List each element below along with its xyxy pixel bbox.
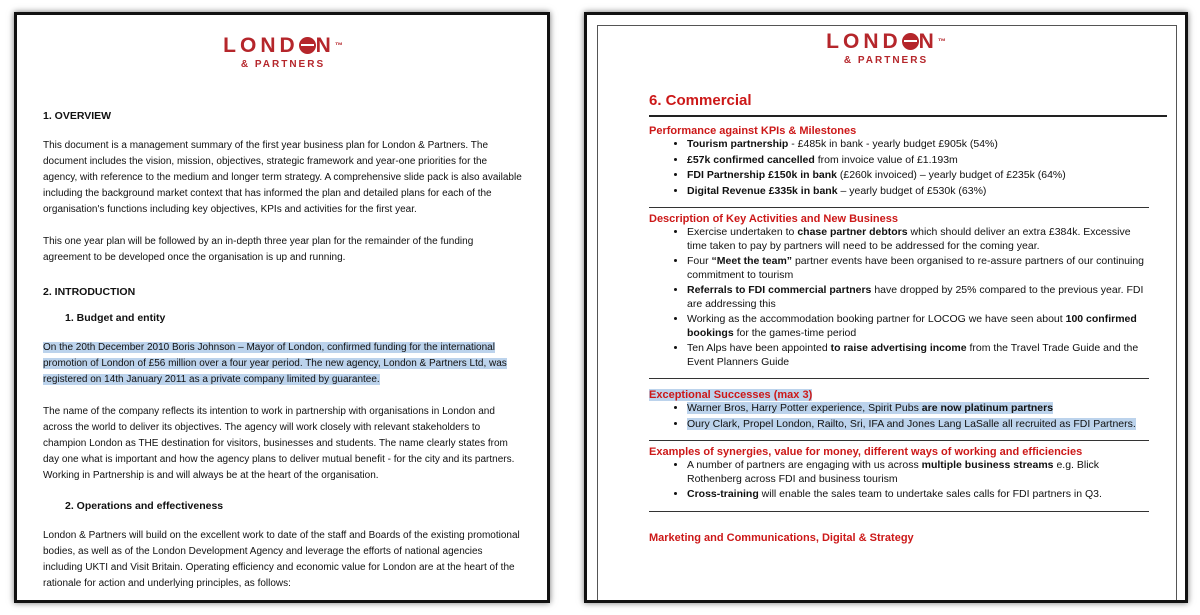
list-item: • Cross-training will enable the sales team to undertake sales calls for FDI partners in Q3. [687,488,1149,502]
overview-paragraph-1: This document is a management summary of the first year business plan for London & Partners. The document includes the vision, mission, objectives, strategic framework and year-one priorities for the agency, with reference to the medium and longer term strategy. A comprehensive slide pack is also available including the background market context that has informed the plan and detailed plans for each of the organisation's functions including key objectives, KPIs and activities for the first year. [43,140,522,215]
list-item: • A number of partners are engaging with us across multiple business streams e.g. Blick Rothenberg across FDI and business tourism [687,459,1149,486]
globe-icon [902,33,919,50]
logo-text-right: N [918,30,938,53]
operations-heading: 2. Operations and effectiveness [65,500,224,512]
activities-list [649,226,1149,369]
list-item[interactable]: • Oury Clark, Propel London, Railto, Sri, IFA and Jones Lang LaSalle all recruited as FDI Partners. [687,418,1149,432]
list-item: • Tourism partnership - £485k in bank - yearly budget £905k (54%) [687,138,1149,152]
introduction-heading: 2. INTRODUCTION [43,286,136,298]
logo-tm: ™ [334,41,343,50]
operations-paragraph: London & Partners will build on the excellent work to date of the staff and Boards of the existing promotional bodies, as well as of the London Development Agency and leverage the efforts of national agencies including UKTI and Visit Britain. Operating efficiency and economic value for London are at the heart of the rationale for action and underlying principles, as follows: [43,530,520,589]
successes-list [649,402,1149,431]
list-item: • Four “Meet the team” partner events have been organised to re-assure partners of our continuing commitment to tourism [687,255,1149,282]
logo-text-left: LOND [826,30,902,53]
london-partners-logo-right [605,31,1167,66]
activities-title: Description of Key Activities and New Business [649,213,898,225]
marketing-block [649,512,1149,551]
kpi-block [649,120,1149,208]
list-item: • Exercise undertaken to chase partner debtors which should deliver an extra £384k. Excessive time taken to pay by partners will need to be addressed for the coming year. [687,226,1149,253]
list-item: • Digital Revenue £335k in bank – yearly budget of £530k (63%) [687,185,1149,199]
london-partners-logo [43,35,523,70]
logo-text-left: LOND [223,34,299,57]
synergies-title: Examples of synergies, value for money, different ways of working and efficiencies [649,446,1083,458]
logo-subtitle: & PARTNERS [240,59,326,70]
list-item[interactable]: • Warner Bros, Harry Potter experience, Spirit Pubs are now platinum partners [687,402,1149,416]
commercial-section-title: 6. Commercial [649,92,1167,117]
logo-tm: ™ [937,37,946,46]
document-page-commercial [584,12,1188,603]
globe-icon [299,37,316,54]
list-item: • £57k confirmed cancelled from invoice value of £1.193m [687,154,1149,168]
overview-paragraph-2: This one year plan will be followed by an in-depth three year plan for the remainder of the funding agreement to be developed once the organisation is up and running. [43,236,474,263]
kpi-title: Performance against KPIs & Milestones [649,125,857,137]
document-page-overview [14,12,550,603]
list-item: • Working as the accommodation booking partner for LOCOG we have seen about 100 confirmed bookings for the games-time period [687,313,1149,340]
synergies-block [649,441,1149,512]
logo-text-right: N [315,34,335,57]
logo-subtitle: & PARTNERS [843,55,929,66]
synergies-list [649,459,1149,502]
list-item: • Ten Alps have been appointed to raise advertising income from the Travel Trade Guide and the Event Planners Guide [687,342,1149,369]
marketing-title: Marketing and Communications, Digital & Strategy [649,531,914,544]
overview-heading: 1. OVERVIEW [43,110,112,122]
kpi-list [649,138,1149,198]
list-item: • FDI Partnership £150k in bank (£260k invoiced) – yearly budget of £235k (64%) [687,169,1149,183]
highlighted-funding-text[interactable]: On the 20th December 2010 Boris Johnson – Mayor of London, confirmed funding for the international promotion of London of £56 million over a four year period. The new agency, London & Partners Ltd, was registered on 14th January 2011 as a private company limited by guarantee. [43,342,507,385]
successes-block [649,379,1149,441]
list-item: • Referrals to FDI commercial partners have dropped by 25% compared to the previous year. FDI are addressing this [687,284,1149,311]
introduction-paragraph: The name of the company reflects its intention to work in partnership with organisations in London and across the world to deliver its objectives. The agency will work closely with relevant stakeholders to champion London as THE destination for visitors, businesses and students. The name clearly states from day one what is important and how the agency plans to deliver mutual benefit - for the city and its partners. Working in Partnership is and will always be at the heart of the organisation. [43,406,515,481]
successes-title[interactable]: Exceptional Successes (max 3) [649,389,813,401]
budget-entity-heading: 1. Budget and entity [65,312,166,324]
activities-block [649,208,1149,379]
